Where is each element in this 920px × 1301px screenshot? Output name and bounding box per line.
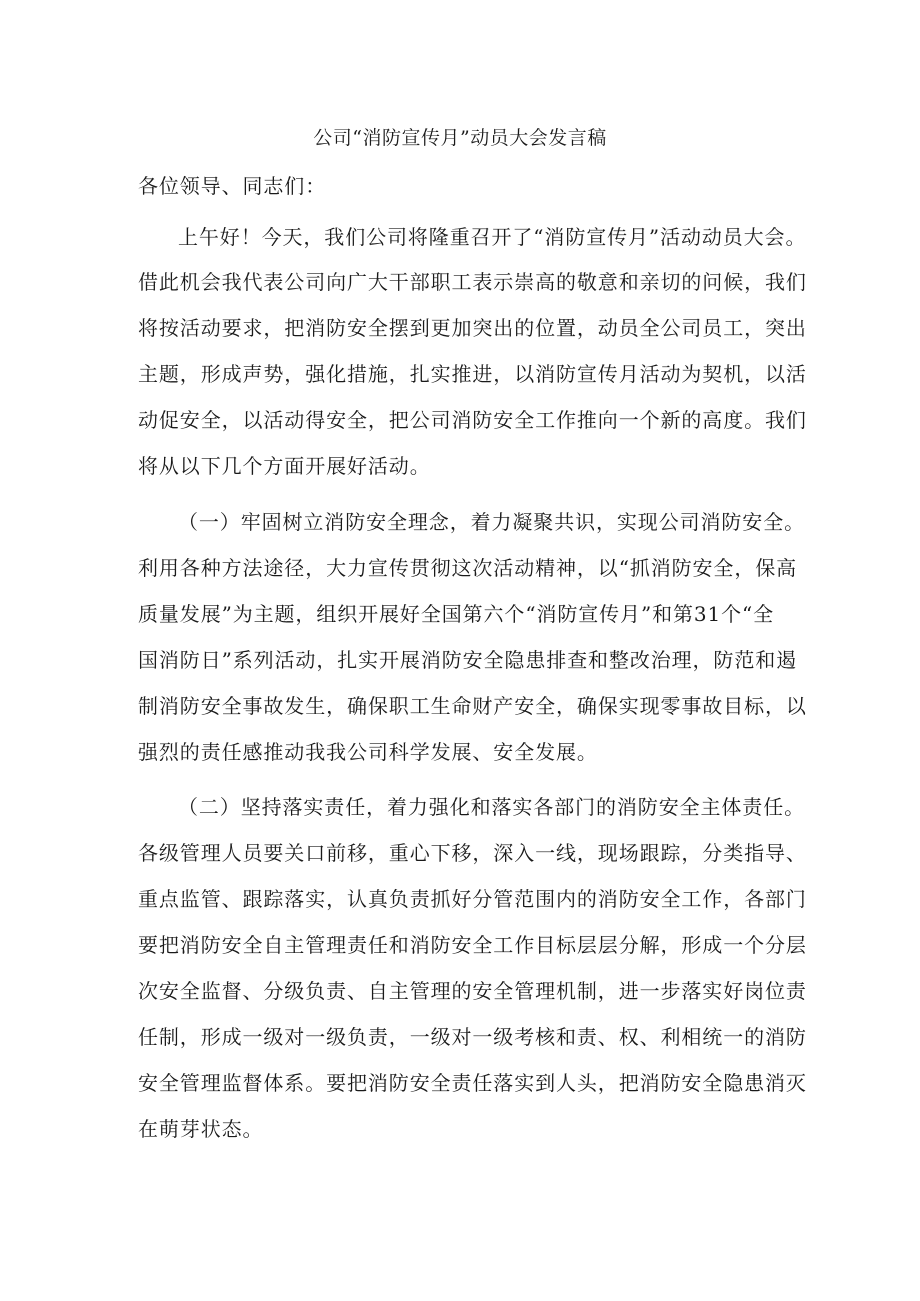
salutation: 各位领导、同志们： — [138, 174, 327, 198]
paragraph-line: 质量发展”为主题，组织开展好全国第六个“消防宣传月”和第31个“全 — [138, 602, 775, 626]
paragraph-line: 任制，形成一级对一级负责，一级对一级考核和责、权、利相统一的消防 — [138, 1025, 807, 1049]
paragraph-line: 重点监管、跟踪落实，认真负责抓好分管范围内的消防安全工作，各部门 — [138, 887, 807, 911]
paragraph-line: 国消防日”系列活动，扎实开展消防安全隐患排查和整改治理，防范和遏 — [138, 648, 798, 672]
paragraph-line: 上午好！今天，我们公司将隆重召开了“消防宣传月”活动动员大会。 — [178, 225, 807, 249]
paragraph-line: 在萌芽状态。 — [138, 1117, 264, 1141]
paragraph-line: 动促安全，以活动得安全，把公司消防安全工作推向一个新的高度。我们 — [138, 408, 807, 432]
paragraph-line: 将从以下几个方面开展好活动。 — [138, 454, 431, 478]
section-heading-2: （二）坚持落实责任，着力强化和落实各部门的消防安全主体责任。 — [178, 795, 805, 819]
paragraph-line: 安全管理监督体系。要把消防安全责任落实到人头，把消防安全隐患消灭 — [138, 1071, 807, 1095]
paragraph-line: 次安全监督、分级负责、自主管理的安全管理机制，进一步落实好岗位责 — [138, 979, 807, 1003]
paragraph-line: 借此机会我代表公司向广大干部职工表示崇高的敬意和亲切的问候，我们 — [138, 270, 807, 294]
paragraph-line: 强烈的责任感推动我我公司科学发展、安全发展。 — [138, 740, 598, 764]
paragraph-line: 主题，形成声势，强化措施，扎实推进，以消防宣传月活动为契机，以活 — [138, 362, 807, 386]
paragraph-line: 利用各种方法途径，大力宣传贯彻这次活动精神，以“抓消防安全，保高 — [138, 556, 798, 580]
section-heading-1: （一）牢固树立消防安全理念，着力凝聚共识，实现公司消防安全。 — [178, 510, 805, 534]
paragraph-line: 要把消防安全自主管理责任和消防安全工作目标层层分解，形成一个分层 — [138, 933, 807, 957]
paragraph-line: 各级管理人员要关口前移，重心下移，深入一线，现场跟踪，分类指导、 — [138, 841, 807, 865]
paragraph-line: 将按活动要求，把消防安全摆到更加突出的位置，动员全公司员工，突出 — [138, 316, 807, 340]
document-title: 公司“消防宣传月”动员大会发言稿 — [313, 127, 607, 149]
paragraph-line: 制消防安全事故发生，确保职工生命财产安全，确保实现零事故目标，以 — [138, 694, 807, 718]
